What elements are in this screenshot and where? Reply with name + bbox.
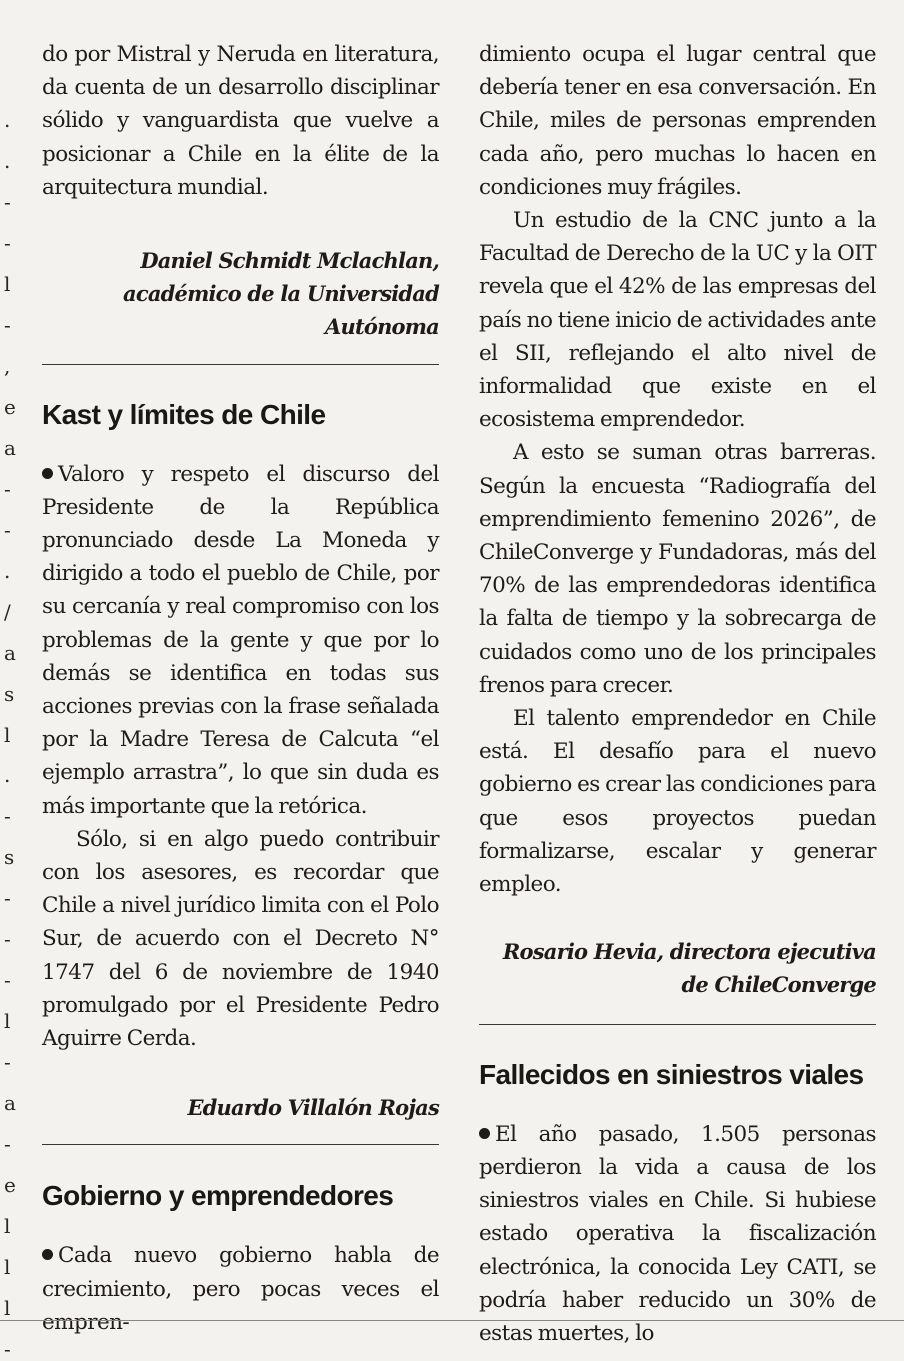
letter-paragraph: Cada nuevo gobierno habla de crecimiento, pero pocas veces el empren- (42, 1239, 439, 1339)
letter-signature: Daniel Schmidt Mclachlan, académico de la Universidad Autónoma (123, 248, 439, 340)
margin-fragment-char: l (4, 272, 11, 296)
margin-fragment-char: s (4, 682, 15, 706)
letter-signature: Rosario Hevia, directora ejecutiva de ChileConverge (502, 939, 876, 998)
right-column (479, 38, 876, 1350)
letter-paragraph: Un estudio de la CNC junto a la Facultad de Derecho de la UC y la OIT revela que el 42% de las empresas del país no tiene inicio de actividades ante el SII, reflejando el alto nivel de informalidad que existe en el ecosistema emprendedor. (479, 208, 876, 433)
margin-fragment-char: - (4, 231, 11, 255)
margin-fragment-char: - (4, 927, 11, 951)
letter-paragraph: Valoro y respeto el discurso del Presidente de la República pronunciado desde La Moneda y dirigido a todo el pueblo de Chile, por su cercanía y real compromiso con los problemas de la gente y que por lo demás se identifica en todas sus acciones previas con la frase señalada por la Madre Teresa de Calcuta “el ejemplo arrastra”, lo que sin duda es más importante que la retórica. (42, 458, 439, 823)
margin-fragment-char: . (4, 763, 11, 787)
margin-fragment-char: s (4, 845, 15, 869)
margin-fragment-char: a (4, 641, 16, 665)
letter-continuation-paragraph: dimiento ocupa el lugar central que debería tener en esa conversación. En Chile, miles de personas emprenden cada año, pero muchas lo hacen en condiciones muy frágiles. (479, 42, 876, 200)
letter-paragraph: El talento emprendedor en Chile está. El desafío para el nuevo gobierno es crear las condiciones para que esos proyectos puedan formalizarse, escalar y generar empleo. (479, 706, 876, 898)
letter-headline: Fallecidos en siniestros viales (479, 1058, 864, 1090)
margin-fragment-char: l (4, 1214, 11, 1238)
adjacent-column-fragment (0, 40, 16, 1361)
page-bottom-border (0, 1320, 904, 1321)
letter-headline: Kast y límites de Chile (42, 398, 326, 430)
margin-fragment-char: - (4, 313, 11, 337)
margin-fragment-char: l (4, 1009, 11, 1033)
left-column (42, 38, 439, 1339)
margin-fragment-char: - (4, 804, 11, 828)
margin-fragment-char: - (4, 1132, 11, 1156)
margin-fragment-char: l (4, 1255, 11, 1279)
letter-headline: Gobierno y emprendedores (42, 1180, 394, 1212)
margin-fragment-char: - (4, 518, 11, 542)
margin-fragment-char: / (4, 600, 11, 624)
margin-fragment-char: . (4, 559, 11, 583)
margin-fragment-char: e (4, 1173, 16, 1197)
margin-fragment-char: . (4, 108, 11, 132)
margin-fragment-char: . (4, 149, 11, 173)
letter-paragraph: A esto se suman otras barreras. Según la encuesta “Radiografía del emprendimiento femenino 2026”, de ChileConverge y Fundadoras, más del 70% de las emprendedoras identifica la falta de tiempo y la sobrecarga de cuidados como uno de los principales frenos para crecer. (479, 440, 876, 698)
margin-fragment-char: l (4, 1296, 11, 1320)
letter-signature: Eduardo Villalón Rojas (187, 1095, 439, 1121)
letter-paragraph: El año pasado, 1.505 personas perdieron la vida a causa de los siniestros viales en Chile. Si hubiese estado operativa la fiscalización electrónica, la conocida Ley CATI, se podría haber reducido un 30% de estas muertes, lo (479, 1118, 876, 1350)
margin-fragment-char: , (4, 354, 11, 378)
letter-continuation-paragraph: do por Mistral y Neruda en literatura, da cuenta de un desarrollo disciplinar sólido y vanguardista que vuelve a posicionar a Chile en la élite de la arquitectura mundial. (42, 42, 439, 200)
margin-fragment-char: e (4, 395, 16, 419)
margin-fragment-char: a (4, 1091, 16, 1115)
margin-fragment-char: a (4, 436, 16, 460)
margin-fragment-char: - (4, 968, 11, 992)
margin-fragment-char: l (4, 723, 11, 747)
letter-paragraph: Sólo, si en algo puedo contribuir con los asesores, es recordar que Chile a nivel jurídico limita con el Polo Sur, de acuerdo con el Decreto N° 1747 del 6 de noviembre de 1940 promulgado por el Presidente Pedro Aguirre Cerda. (42, 826, 439, 1052)
margin-fragment-char: - (4, 886, 11, 910)
margin-fragment-char: - (4, 1050, 11, 1074)
margin-fragment-char: - (4, 190, 11, 214)
margin-fragment-char: - (4, 477, 11, 501)
margin-fragment-char: - (4, 1337, 11, 1361)
